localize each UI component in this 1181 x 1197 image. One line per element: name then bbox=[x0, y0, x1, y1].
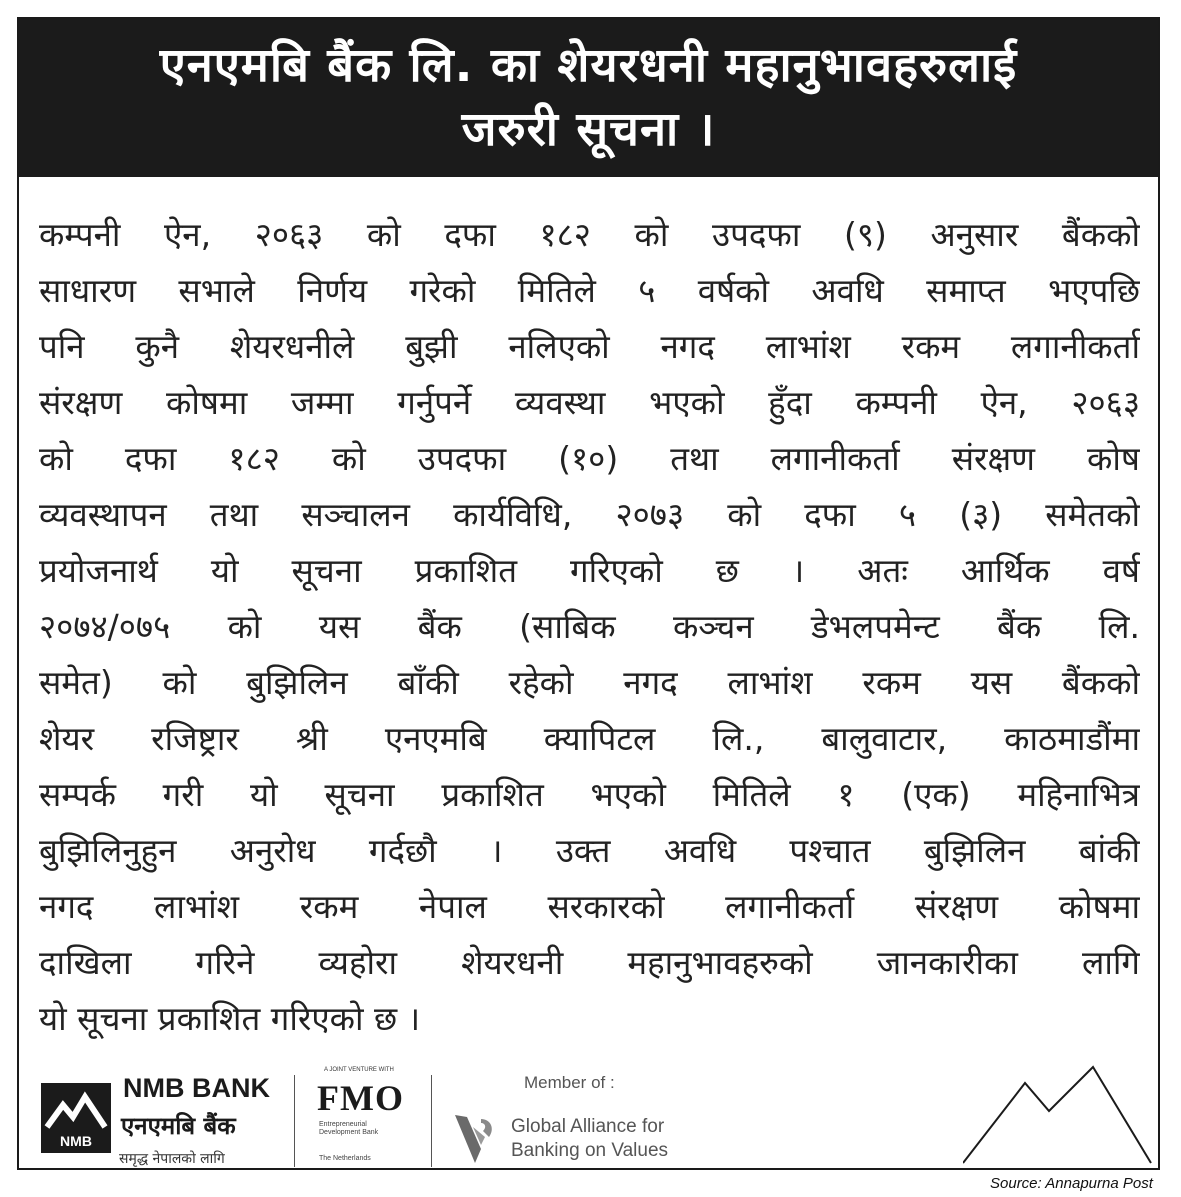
body-line: संरक्षण कोषमा जम्मा गर्नुपर्ने व्यवस्था भएको हुँदा कम्पनी ऐन, २०६३ bbox=[39, 383, 1140, 422]
mountain-decoration-icon bbox=[963, 1063, 1153, 1171]
notice-title-line-2: जरुरी सूचना । bbox=[461, 102, 716, 157]
body-line: व्यवस्थापन तथा सञ्चालन कार्यविधि, २०७३ को दफा ५ (३) समेतको bbox=[39, 495, 1140, 534]
fmo-logo-text: FMO bbox=[317, 1078, 404, 1118]
nmb-bank-name-nepali: एनएमबि बैंक bbox=[121, 1112, 236, 1140]
body-line: बुझिलिनुहुन अनुरोध गर्दछौ । उक्त अवधि पश्चात बुझिलिन बांकी bbox=[39, 831, 1140, 870]
gabv-name-line-2: Banking on Values bbox=[511, 1140, 669, 1161]
body-line: प्रयोजनार्थ यो सूचना प्रकाशित गरिएको छ । अतः आर्थिक वर्ष bbox=[39, 551, 1140, 590]
member-of-label: Member of : bbox=[524, 1073, 615, 1092]
fmo-joint-venture-text: A JOINT VENTURE WITH bbox=[324, 1067, 394, 1073]
nmb-logo bbox=[41, 1083, 111, 1153]
notice-body bbox=[39, 207, 1140, 1047]
body-line: यो सूचना प्रकाशित गरिएको छ । bbox=[39, 999, 421, 1038]
source-caption: Source: Annapurna Post bbox=[990, 1175, 1153, 1192]
body-line: समेत) को बुझिलिन बाँकी रहेको नगद लाभांश रकम यस बैंकको bbox=[39, 663, 1140, 702]
body-line: सम्पर्क गरी यो सूचना प्रकाशित भएको मितिले १ (एक) महिनाभित्र bbox=[39, 775, 1140, 814]
body-line: पनि कुनै शेयरधनीले बुझी नलिएको नगद लाभांश रकम लगानीकर्ता bbox=[39, 327, 1140, 366]
gabv-name bbox=[511, 1115, 668, 1163]
gabv-logo-icon bbox=[451, 1109, 499, 1169]
divider bbox=[294, 1075, 295, 1167]
nmb-logo-text: NMB bbox=[60, 1133, 92, 1149]
body-line: नगद लाभांश रकम नेपाल सरकारको लगानीकर्ता संरक्षण कोषमा bbox=[39, 887, 1140, 926]
body-line: को दफा १८२ को उपदफा (१०) तथा लगानीकर्ता संरक्षण कोष bbox=[39, 439, 1140, 478]
divider bbox=[431, 1075, 432, 1167]
nmb-tagline: समृद्ध नेपालको लागि bbox=[119, 1151, 225, 1167]
body-line: २०७४/०७५ को यस बैंक (साबिक कञ्चन डेभलपमेन्ट बैंक लि. bbox=[39, 607, 1140, 646]
gabv-name-line-1: Global Alliance for bbox=[511, 1116, 665, 1137]
body-line: शेयर रजिष्ट्रार श्री एनएमबि क्यापिटल लि., बालुवाटार, काठमाडौंमा bbox=[39, 719, 1140, 758]
notice-title-bar bbox=[19, 19, 1158, 177]
notice-box bbox=[17, 17, 1160, 1170]
body-line: कम्पनी ऐन, २०६३ को दफा १८२ को उपदफा (९) अनुसार बैंकको bbox=[39, 215, 1140, 254]
notice-title-line-1: एनएमबि बैंक लि. का शेयरधनी महानुभावहरुलाई bbox=[159, 38, 1018, 93]
fmo-country: The Netherlands bbox=[319, 1155, 371, 1162]
fmo-subtitle: Entrepreneurial Development Bank bbox=[319, 1121, 379, 1136]
body-line: साधारण सभाले निर्णय गरेको मितिले ५ वर्षको अवधि समाप्त भएपछि bbox=[39, 271, 1140, 310]
body-line: दाखिला गरिने व्यहोरा शेयरधनी महानुभावहरुको जानकारीका लागि bbox=[39, 943, 1140, 982]
nmb-bank-name: NMB BANK bbox=[123, 1073, 270, 1103]
notice-footer bbox=[19, 1059, 1162, 1174]
